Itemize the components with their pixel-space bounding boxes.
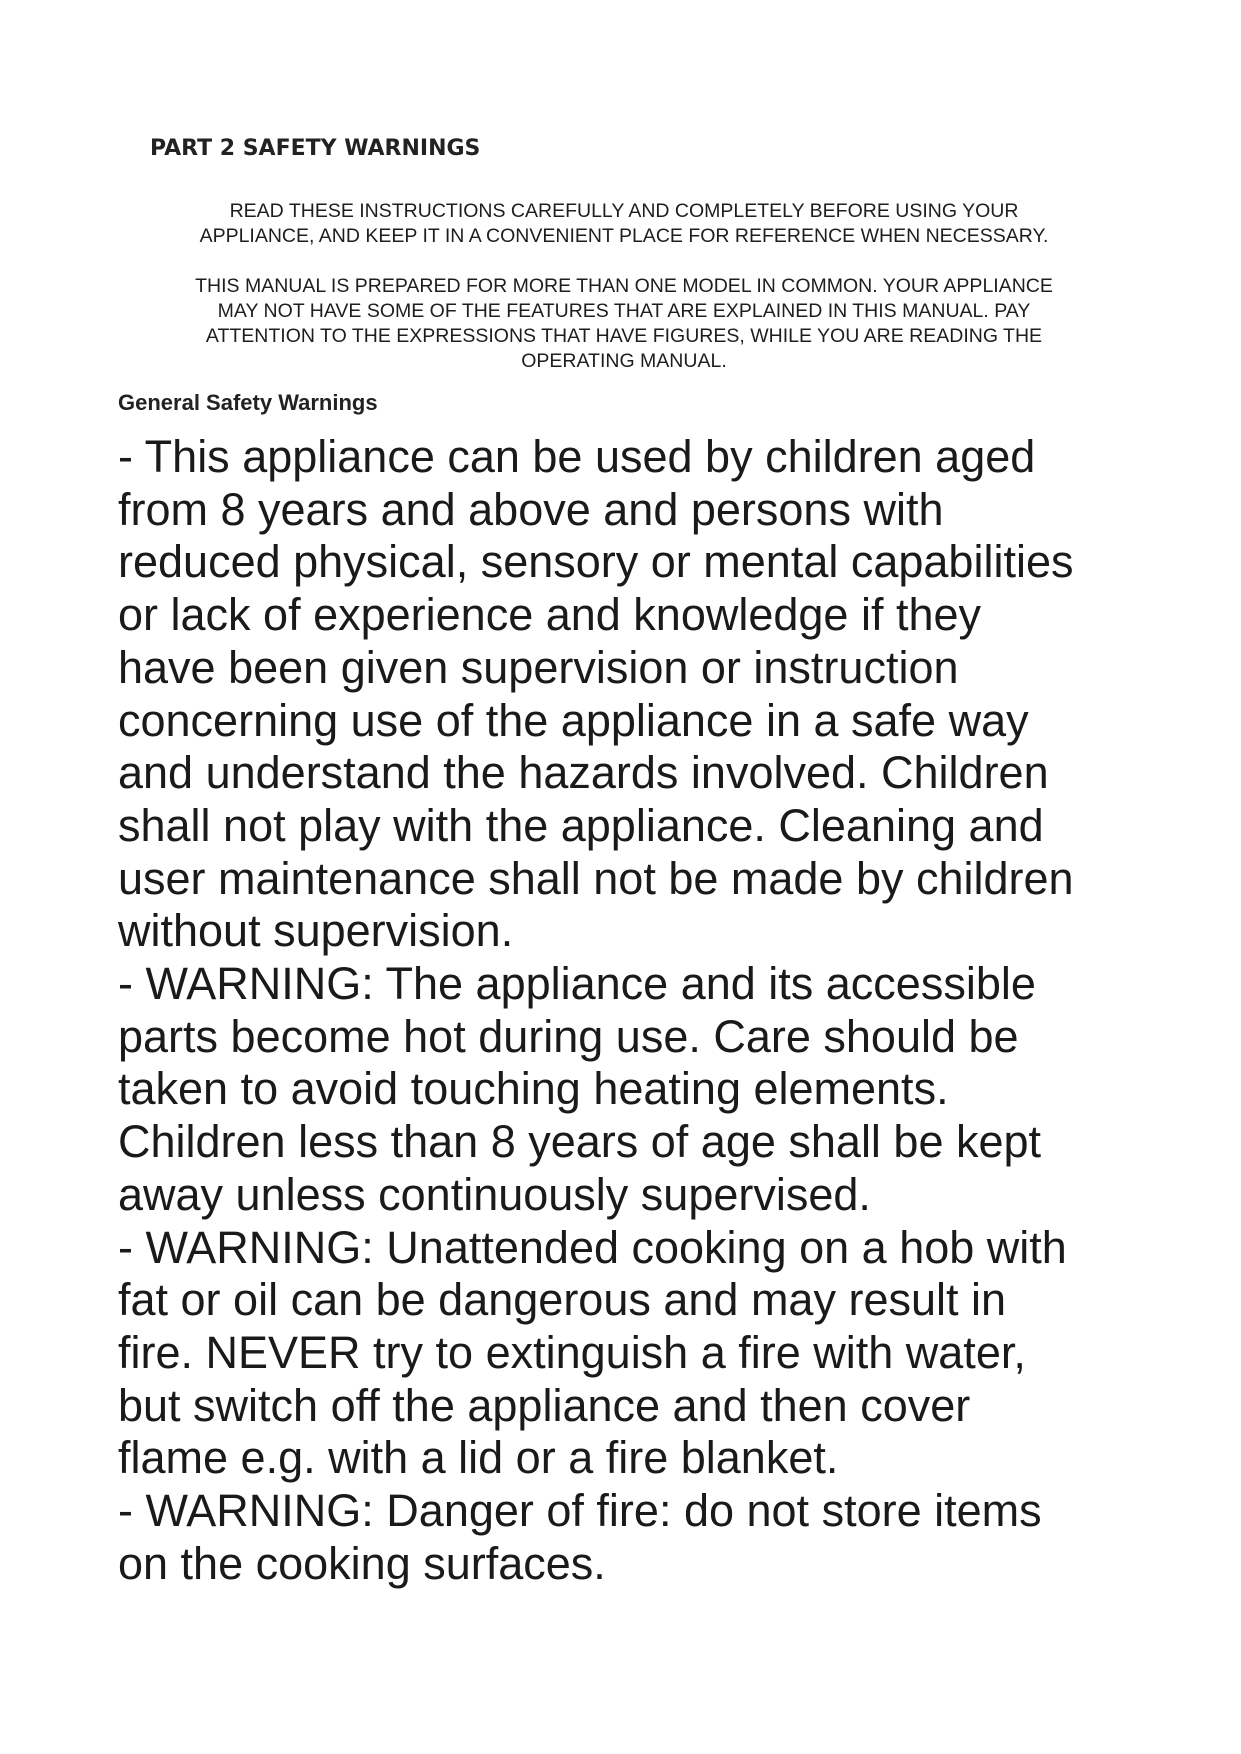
safety-warnings-text xyxy=(118,431,1178,1590)
warning-line: and understand the hazards involved. Children xyxy=(118,747,1049,799)
warning-line: or lack of experience and knowledge if they xyxy=(118,589,982,641)
warning-line: shall not play with the appliance. Cleaning and xyxy=(118,799,1044,851)
intro-line: MAY NOT HAVE SOME OF THE FEATURES THAT ARE EXPLAINED IN THIS MANUAL. PAY xyxy=(217,300,1031,322)
intro-paragraph-read-instructions xyxy=(118,199,1130,249)
warning-line: flame e.g. with a lid or a fire blanket. xyxy=(118,1432,839,1484)
intro-paragraph-manual-models xyxy=(118,274,1130,374)
warning-line: - WARNING: Unattended cooking on a hob with xyxy=(118,1221,1067,1273)
warning-line: concerning use of the appliance in a safe way xyxy=(118,694,1029,746)
intro-line: READ THESE INSTRUCTIONS CAREFULLY AND COMPLETELY BEFORE USING YOUR xyxy=(229,200,1019,222)
warning-line: user maintenance shall not be made by children xyxy=(118,852,1074,904)
warning-line: away unless continuously supervised. xyxy=(118,1168,871,1220)
warning-line: but switch off the appliance and then cover xyxy=(118,1379,971,1431)
intro-line: THIS MANUAL IS PREPARED FOR MORE THAN ONE MODEL IN COMMON. YOUR APPLIANCE xyxy=(195,275,1053,297)
warning-line: fire. NEVER try to extinguish a fire with water, xyxy=(118,1326,1026,1378)
warning-line: - WARNING: Danger of fire: do not store items xyxy=(118,1485,1042,1537)
warning-line: - WARNING: The appliance and its accessible xyxy=(118,958,1036,1010)
warning-line: taken to avoid touching heating elements. xyxy=(118,1063,949,1115)
warning-line: Children less than 8 years of age shall be kept xyxy=(118,1116,1042,1168)
warning-line: parts become hot during use. Care should be xyxy=(118,1010,1019,1062)
intro-line: APPLIANCE, AND KEEP IT IN A CONVENIENT PLACE FOR REFERENCE WHEN NECESSARY. xyxy=(199,225,1049,247)
intro-line: OPERATING MANUAL. xyxy=(521,350,727,372)
warning-line: - This appliance can be used by children aged xyxy=(118,431,1036,482)
warning-line: reduced physical, sensory or mental capabilities xyxy=(118,536,1074,588)
part-title: PART 2 SAFETY WARNINGS xyxy=(150,136,481,161)
intro-line: ATTENTION TO THE EXPRESSIONS THAT HAVE FIGURES, WHILE YOU ARE READING THE xyxy=(205,325,1043,347)
warning-line: from 8 years and above and persons with xyxy=(118,483,944,535)
warning-line: on the cooking surfaces. xyxy=(118,1537,606,1589)
warning-line: fat or oil can be dangerous and may result in xyxy=(118,1274,1007,1326)
warning-line: without supervision. xyxy=(118,905,514,957)
warning-line: have been given supervision or instruction xyxy=(118,641,959,693)
section-heading-general-safety: General Safety Warnings xyxy=(118,390,378,415)
